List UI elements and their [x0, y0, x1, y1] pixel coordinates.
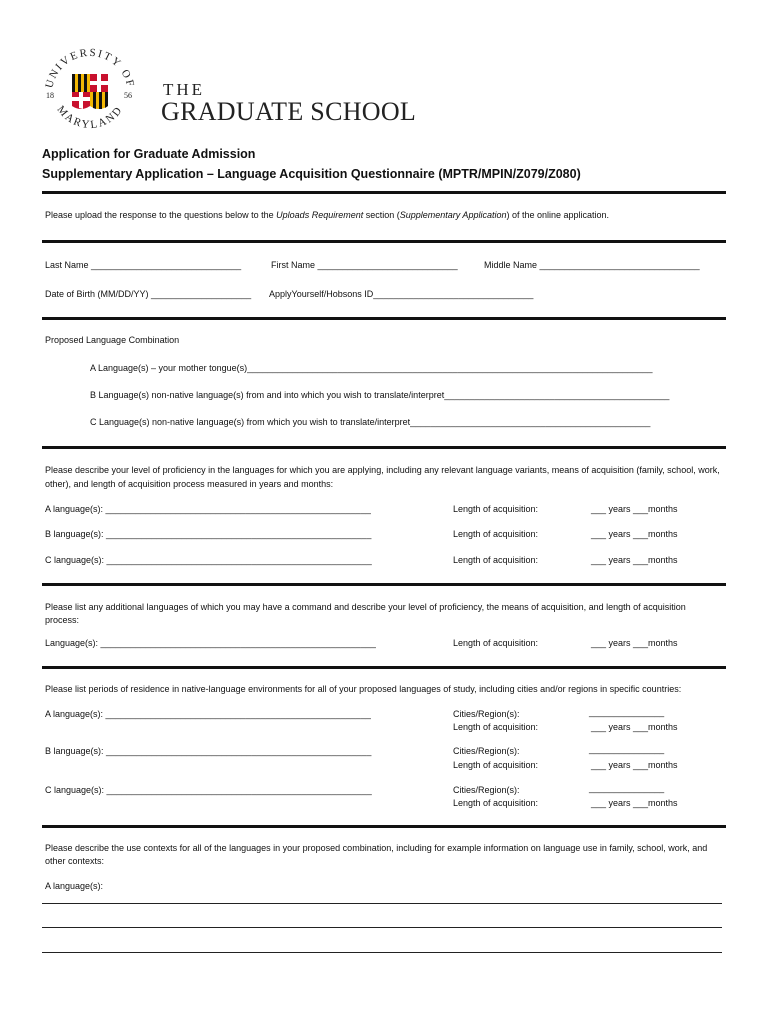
answer-line[interactable] — [42, 903, 722, 904]
seal-year-left: 18 — [46, 91, 54, 100]
duration-field[interactable]: ___ years ___months — [591, 529, 678, 539]
c-language-field[interactable]: C Language(s) non-native language(s) from which you wish to translate/interpret________________________________________________ — [90, 417, 651, 427]
residence-instructions: Please list periods of residence in native-language environments for all of your proposed languages of study, including cities and/or regions in specific countries: — [45, 684, 682, 694]
length-label: Length of acquisition: — [453, 555, 539, 565]
b-language-field[interactable]: B Language(s) non-native language(s) from and into which you wish to translate/interpret_____________________________________________ — [90, 390, 670, 400]
a-language-field[interactable]: A Language(s) – your mother tongue(s)_________________________________________________________________________________ — [90, 363, 653, 373]
length-label: Length of acquisition: — [453, 722, 539, 732]
length-label: Length of acquisition: — [453, 638, 539, 648]
length-label: Length of acquisition: — [453, 798, 539, 808]
length-label: Length of acquisition: — [453, 504, 539, 514]
duration-field[interactable]: ___ years ___months — [591, 798, 678, 808]
duration-field[interactable]: ___ years ___months — [591, 722, 678, 732]
cities-label: Cities/Region(s): — [453, 785, 520, 795]
residence-b-field[interactable]: B language(s): _____________________________________________________ — [45, 746, 372, 756]
cities-field[interactable]: _______________ — [589, 707, 665, 717]
additional-language-field[interactable]: Language(s): _______________________________________________________ — [45, 638, 376, 648]
answer-line[interactable] — [42, 952, 722, 953]
cities-field[interactable]: _______________ — [589, 783, 665, 793]
applyyourself-id-field[interactable]: ApplyYourself/Hobsons ID________________________________ — [269, 289, 534, 299]
proficiency-instructions: Please describe your level of proficiency in the languages for which you are applying, including any relevant language variants, means of acquisition (family, school, work, other), and length of acquisition process measured in years and months: — [45, 465, 720, 489]
intro-text: Please upload the response to the questions below to the Uploads Requirement section (Supplementary Application) of the online application. — [45, 210, 610, 220]
proficiency-c-field[interactable]: C language(s): _____________________________________________________ — [45, 555, 372, 565]
duration-field[interactable]: ___ years ___months — [591, 555, 678, 565]
divider — [42, 317, 726, 320]
date-of-birth-field[interactable]: Date of Birth (MM/DD/YY) ____________________ — [45, 289, 252, 299]
first-name-field[interactable]: First Name ____________________________ — [271, 260, 458, 270]
contexts-instructions: Please describe the use contexts for all of the languages in your proposed combination, including for example information on language use in family, school, work, and other contexts: — [45, 843, 708, 866]
logo-the: THE — [163, 80, 206, 99]
cities-label: Cities/Region(s): — [453, 709, 520, 719]
page-title: Application for Graduate Admission — [42, 147, 256, 161]
seal-top-text: UNIVERSITY OF — [43, 46, 137, 90]
answer-line[interactable] — [42, 927, 722, 928]
last-name-field[interactable]: Last Name ______________________________ — [45, 260, 242, 270]
proficiency-b-field[interactable]: B language(s): _____________________________________________________ — [45, 529, 372, 539]
proficiency-a-field[interactable]: A language(s): _____________________________________________________ — [45, 504, 371, 514]
seal-year-right: 56 — [124, 91, 132, 100]
page-subtitle: Supplementary Application – Language Acquisition Questionnaire (MPTR/MPIN/Z079/Z080) — [42, 167, 581, 181]
divider — [42, 583, 726, 586]
additional-instructions: Please list any additional languages of which you may have a command and describe your level of proficiency, the means of acquisition, and length of acquisition process: — [45, 602, 686, 625]
combination-heading: Proposed Language Combination — [45, 335, 180, 345]
duration-field[interactable]: ___ years ___months — [591, 504, 678, 514]
seal-bottom-text: MARYLAND — [54, 103, 126, 132]
divider — [42, 446, 726, 449]
cities-field[interactable]: _______________ — [589, 744, 665, 754]
divider — [42, 191, 726, 194]
divider — [42, 240, 726, 243]
logo-graduate-school: GRADUATE SCHOOL — [161, 97, 417, 126]
residence-c-field[interactable]: C language(s): _____________________________________________________ — [45, 785, 372, 795]
residence-a-field[interactable]: A language(s): _____________________________________________________ — [45, 709, 371, 719]
svg-text:MARYLAND — [54, 104, 125, 132]
duration-field[interactable]: ___ years ___months — [591, 638, 678, 648]
contexts-a-label: A language(s): — [45, 881, 104, 891]
cities-label: Cities/Region(s): — [453, 746, 520, 756]
divider — [42, 825, 726, 828]
divider — [42, 666, 726, 669]
duration-field[interactable]: ___ years ___months — [591, 760, 678, 770]
length-label: Length of acquisition: — [453, 760, 539, 770]
middle-name-field[interactable]: Middle Name ________________________________ — [484, 260, 700, 270]
length-label: Length of acquisition: — [453, 529, 539, 539]
maryland-flag-shield-icon — [72, 74, 108, 109]
university-seal — [40, 42, 140, 142]
